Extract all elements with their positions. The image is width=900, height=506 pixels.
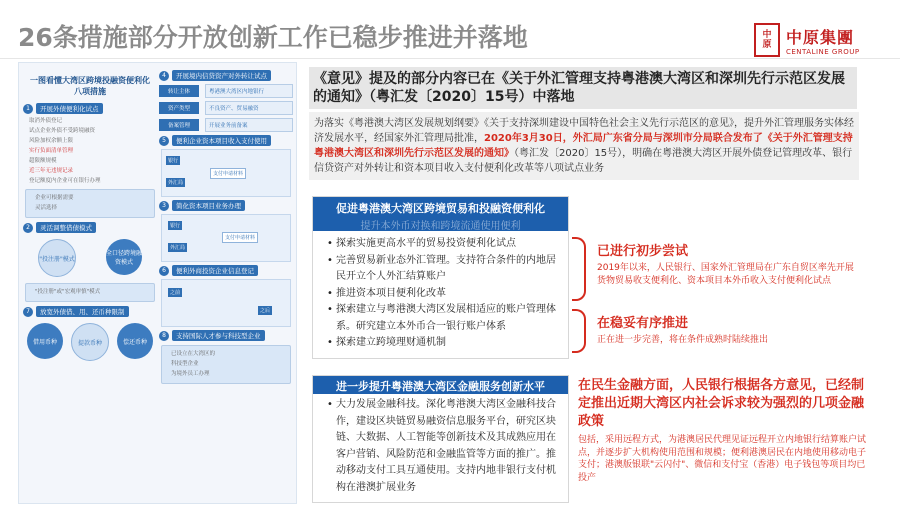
logo-seal: 中 原 bbox=[754, 23, 780, 57]
infographic-section: 5 便利企业资本项目收入支付使用 bbox=[159, 135, 293, 146]
measure-list bbox=[313, 236, 568, 352]
header-divider bbox=[0, 58, 900, 59]
infographic-note: 已设立在大湾区的 科技型企业 为境外员工办理 bbox=[161, 345, 291, 384]
brand-name-en: CENTALINE GROUP bbox=[786, 47, 860, 56]
status-steady-progress: 在稳妥有序推进 正在进一步完善，将在条件成熟时陆续推出 bbox=[597, 316, 769, 345]
page-title: 26条措施部分开放创新工作已稳步推进并落地 bbox=[18, 23, 528, 52]
infographic-section: 7 放宽外债借、用、还币种限制 bbox=[23, 306, 157, 317]
intro-highlight: 2020年3月30日，外汇局广东省分局与深圳市分局联合发布了《关于外汇管理支持粤港澳大湾区和深圳先行示范区发展的通知》 bbox=[314, 133, 853, 159]
infographic-heading: 一图看懂大湾区跨境投融资便利化 八项措施 bbox=[30, 76, 150, 96]
infographic-section: 1 开展外债便利化试点 bbox=[23, 103, 157, 114]
flow-row: 资产类型 不良资产、贸易融资 bbox=[159, 101, 293, 115]
bracket-connector bbox=[572, 309, 586, 353]
bracket-connector bbox=[572, 237, 586, 301]
infographic-section: 6 便利外商投资企业信息登记 bbox=[159, 265, 293, 276]
box-title: 进一步提升粤港澳大湾区金融服务创新水平 bbox=[336, 380, 545, 393]
status-initial-trial: 已进行初步尝试 2019年以来，人民银行、国家外汇管理局在广东自贸区率先开展货物贸易收支便利化、资本项目本外币收入支付便利化试点 bbox=[597, 244, 854, 286]
currency-circle: 偿还币种 bbox=[117, 323, 153, 359]
payment-diagram: 银行 支付申请材料 外汇局 bbox=[161, 149, 291, 197]
infographic-section: 2 灵活调整借债模式 bbox=[23, 222, 157, 233]
fintech-box bbox=[312, 375, 569, 503]
flow-row: 备案管理 开展业务前备案 bbox=[159, 118, 293, 132]
infographic-section: 4 开展境内信贷资产对外转让试点 bbox=[159, 70, 293, 81]
currency-circle: 提款币种 bbox=[71, 323, 109, 361]
section-heading: 《意见》提及的部分内容已在《关于外汇管理支持粤港澳大湾区和深圳先行示范区发展的通知》（粤汇发〔2020〕15号）中落地 bbox=[309, 67, 857, 109]
list-item: • 探索建立跨境理财通机制 bbox=[327, 335, 560, 352]
list-item: • 完善贸易新业态外汇管理。支持符合条件的内地居民开立个人外汇结算账户 bbox=[327, 253, 560, 286]
intro-paragraph: 为落实《粤港澳大湾区发展规划纲要》《关于支持深圳建设中国特色社会主义先行示范区的意见》，提升外汇管理服务实体经济发展水平，经国家外汇管理局批准，2020年3月30日，外汇局广东省分局与深圳市分局联合发布了《关于外汇管理支持粤港澳大湾区和深圳先行示范区发展的通知》（粤汇发〔2020〕15号），明确在粤港澳大湾区开展外债登记管理改革、银行信贷资产对外转让和资本项目收入支付便利化改革等八项试点业务 bbox=[309, 112, 859, 180]
infographic-note: 企业可根据需要 灵活选择 bbox=[25, 189, 155, 218]
measure-list bbox=[313, 397, 568, 496]
centaline-logo bbox=[754, 23, 860, 57]
flow-row: 转让主体 粤港澳大湾区内地银行 bbox=[159, 84, 293, 98]
registration-diagram: 之前 之后 bbox=[161, 279, 291, 327]
trade-facilitation-box bbox=[312, 196, 569, 359]
mode-circle: "投注册"模式 bbox=[38, 239, 76, 277]
box-title: 促进粤港澳大湾区跨境贸易和投融资便利化 bbox=[336, 202, 545, 215]
infographic-section: 8 支持国际人才参与科技型企业 bbox=[159, 330, 293, 341]
business-diagram: 银行 外汇局 支付申请材料 bbox=[161, 214, 291, 262]
mode-circle: 全口径跨境融资模式 bbox=[106, 239, 142, 275]
brand-name-cn: 中原集團 bbox=[786, 27, 855, 47]
list-item: • 大力发展金融科技。深化粤港澳大湾区金融科技合作，建设区块链贸易融资信息服务平台，研究区块链、大数据、人工智能等创新技术及其成熟应用在客户营销、风险防范和金融监管等方面的推广。推动移动支付工具互通使用。支持内地非银行支付机构在港澳扩展业务 bbox=[327, 397, 560, 496]
status-livelihood-finance: 在民生金融方面，人民银行根据各方意见，已经制定推出近期大湾区内社会诉求较为强烈的几项金融政策 包括，采用远程方式，为港澳居民代理见证远程开立内地银行结算账户试点，并逐步扩大机构使用范围和规模；便利港澳居民在内地使用移动电子支付；港澳版银联"云闪付"、微信和支付宝（香港）电子钱包等项目均已投产 bbox=[578, 378, 867, 483]
list-item: • 推进资本项目便利化改革 bbox=[327, 286, 560, 303]
box-subtitle: 提升本外币对换和跨境流通使用便利 bbox=[360, 221, 521, 232]
list-item: • 探索实施更高水平的贸易投资便利化试点 bbox=[327, 236, 560, 253]
currency-circle: 借用币种 bbox=[27, 323, 63, 359]
list-item: • 探索建立与粤港澳大湾区发展相适应的账户管理体系。研究建立本外币合一银行账户体系 bbox=[327, 302, 560, 335]
infographic-note: "投注册"或"宏观审慎"模式 bbox=[25, 283, 155, 302]
infographic-section: 3 简化资本项目业务办理 bbox=[159, 200, 293, 211]
policy-infographic: 一图看懂大湾区跨境投融资便利化 八项措施 1 开展外债便利化试点 取消外债登记 试点企业外债不受跨境融资 风险加权余额上限 实行负面清单管理 超限额规模 近三年无违规记录 登记额度内企业可在银行办理 企业可根据需要 灵活选择 2 灵活调整借债模式 "投注册"模式 全口径跨境融资模式 "投注册"或"宏观审慎"模式 7 放宽外债借、用、还币种限制 借用币种 提款币种 偿还币种 4 开展境内信贷资产对外转让试点 转让主体 粤港澳大湾区内地银行 资产类型 不良资产、贸易融资 备案管理 开展业务前备案 5 便利企业资本项目收入支付使用 银行 支付申请材料 外汇局 3 简化资本项目业务办理 银行 外汇局 支付申请材料 6 便利外商投资企业信息登记 之前 之后 8 支持国际人才参与科技型企业 已设立在大湾区的 科技型企业 为境外员工办理 bbox=[18, 62, 297, 504]
